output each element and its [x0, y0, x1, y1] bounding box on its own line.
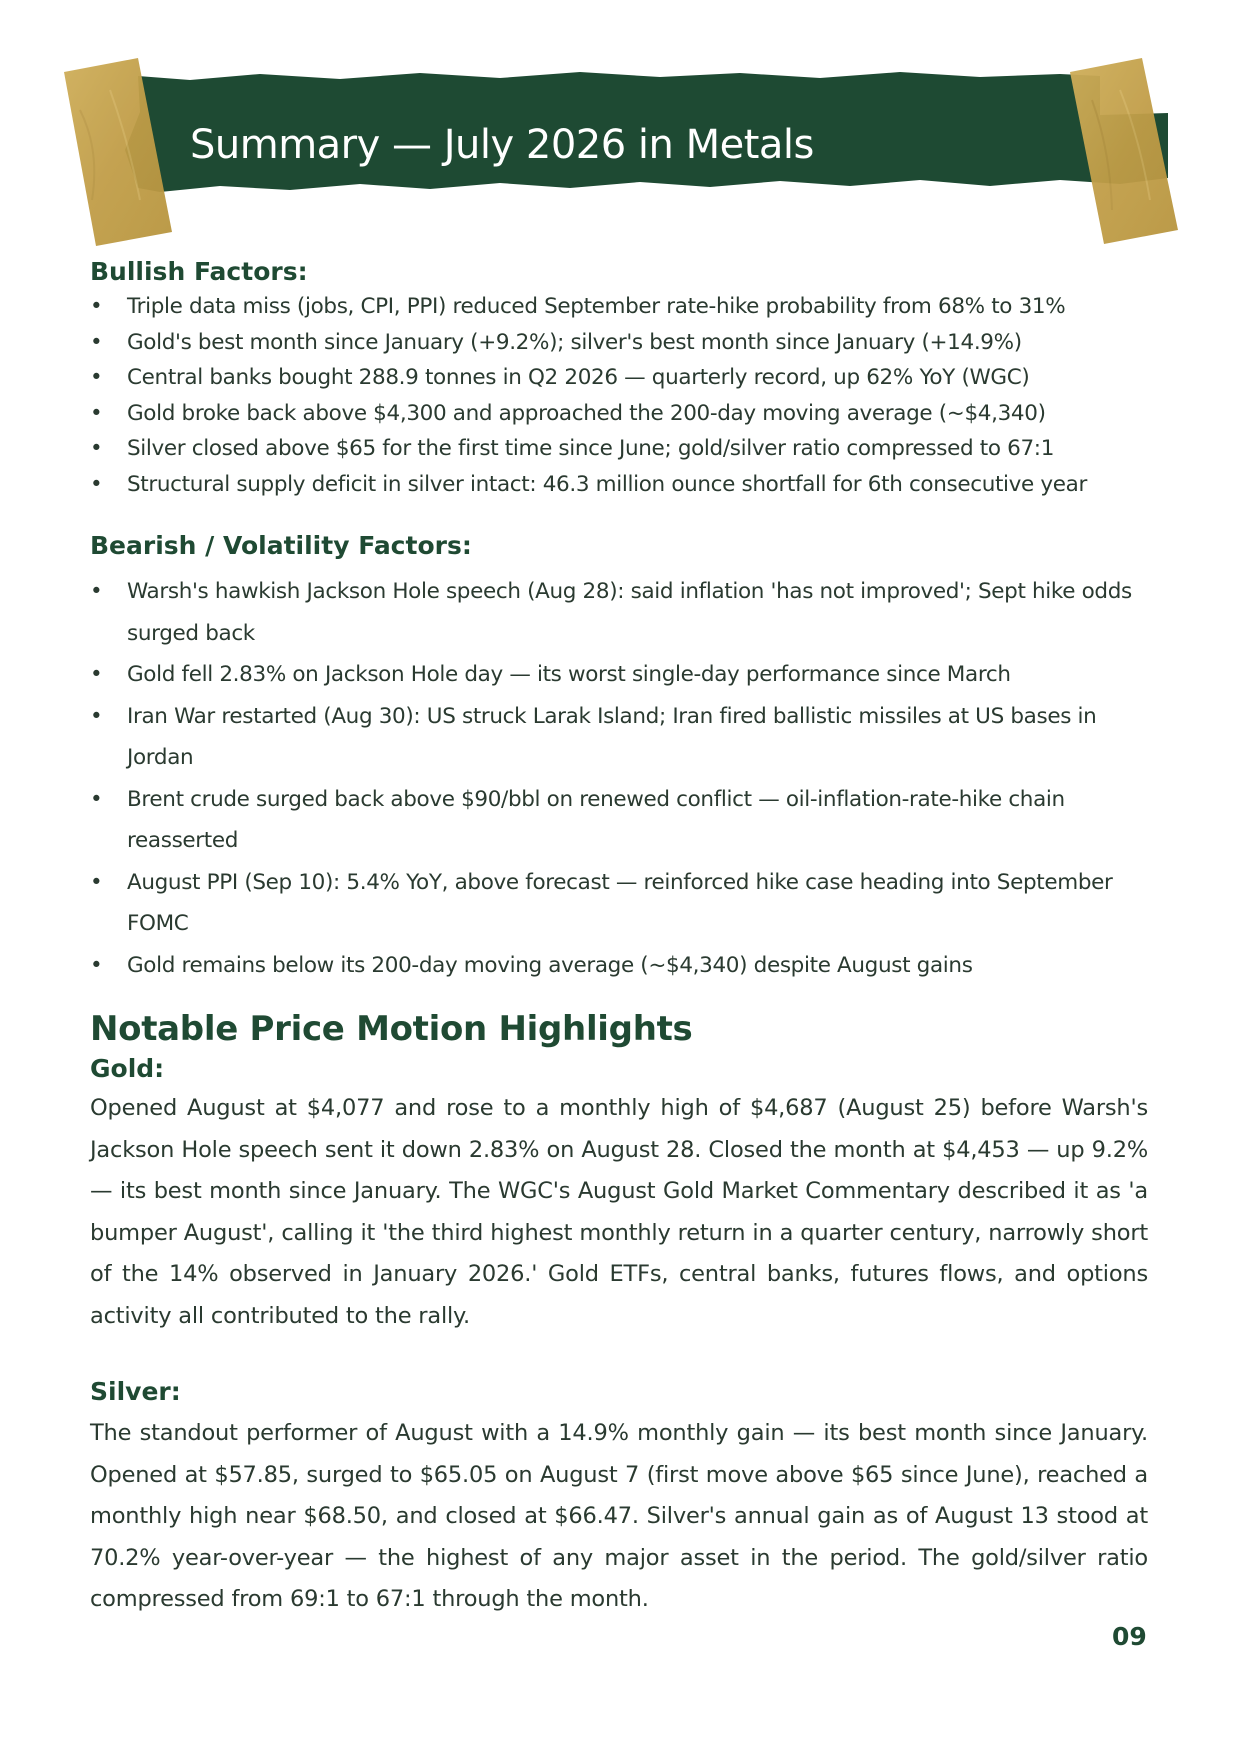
- title-banner: [0, 0, 1240, 260]
- page-number: 09: [1112, 1622, 1147, 1651]
- list-item: • Iran War restarted (Aug 30): US struck Larak Island; Iran fired ballistic missiles at US bases in Jordan: [90, 696, 1148, 779]
- bullet-icon: •: [90, 329, 103, 355]
- bullet-icon: •: [90, 703, 103, 729]
- list-item: • Structural supply deficit in silver intact: 46.3 million ounce shortfall for 6th consecutive year: [90, 467, 1148, 503]
- bullet-icon: •: [90, 662, 103, 687]
- list-item: • Brent crude surged back above $90/bbl on renewed conflict — oil-inflation-rate-hike chain reasserted: [90, 779, 1148, 862]
- list-item: • Gold remains below its 200-day moving average (~$4,340) despite August gains: [90, 945, 1148, 987]
- list-item: • Gold's best month since January (+9.2%); silver's best month since January (+14.9%): [90, 325, 1148, 361]
- list-item: • August PPI (Sep 10): 5.4% YoY, above forecast — reinforced hike case heading into September FOMC: [90, 862, 1148, 945]
- bullet-icon: •: [90, 365, 103, 390]
- list-item: • Gold fell 2.83% on Jackson Hole day — its worst single-day performance since March: [90, 654, 1148, 696]
- bullish-heading: Bullish Factors:: [90, 257, 308, 286]
- bullet-icon: •: [90, 294, 103, 319]
- silver-paragraph: The standout performer of August with a 14.9% monthly gain — its best month since January. Opened at $57.85, surged to $65.05 on August 7 (first move above $65 since June), reached a monthly high near $68.50, and closed at $66.47. Silver's annual gain as of August 13 stood at 70.2% year-over-year — the highest of any major asset in the period. The gold/silver ratio compressed from 69:1 to 67:1 through the month.: [90, 1420, 1148, 1612]
- bullet-icon: •: [90, 869, 103, 895]
- list-item: • Silver closed above $65 for the first time since June; gold/silver ratio compressed to 67:1: [90, 431, 1148, 467]
- bullet-icon: •: [90, 786, 103, 812]
- page-title: Summary — July 2026 in Metals: [190, 122, 814, 168]
- bearish-heading: Bearish / Volatility Factors:: [90, 531, 472, 560]
- list-item: • Gold broke back above $4,300 and approached the 200-day moving average (~$4,340): [90, 396, 1148, 432]
- list-item: • Warsh's hawkish Jackson Hole speech (Aug 28): said inflation 'has not improved'; Sept hike odds surged back: [90, 571, 1148, 654]
- bullet-icon: •: [90, 952, 103, 978]
- list-item: • Central banks bought 288.9 tonnes in Q2 2026 — quarterly record, up 62% YoY (WGC): [90, 360, 1148, 396]
- gold-paragraph: Opened August at $4,077 and rose to a monthly high of $4,687 (August 25) before Warsh's Jackson Hole speech sent it down 2.83% on August 28. Closed the month at $4,453 — up 9.2% — its best month since January. The WGC's August Gold Market Commentary described it as 'a bumper August', calling it 'the third highest monthly return in a quarter century, narrowly short of the 14% observed in January 2026.' Gold ETFs, central banks, futures flows, and options activity all contributed to the rally.: [90, 1095, 1148, 1329]
- list-item: • Triple data miss (jobs, CPI, PPI) reduced September rate-hike probability from 68% to 31%: [90, 289, 1148, 325]
- silver-heading: Silver:: [90, 1377, 181, 1406]
- bullish-list: [90, 289, 1148, 502]
- bearish-list: [90, 571, 1148, 986]
- highlights-heading: Notable Price Motion Highlights: [90, 1009, 693, 1049]
- gold-heading: Gold:: [90, 1054, 165, 1083]
- main-content: [90, 255, 1148, 1621]
- bullet-icon: •: [90, 471, 103, 497]
- bullet-icon: •: [90, 400, 103, 426]
- bullet-icon: •: [90, 579, 103, 604]
- bullet-icon: •: [90, 436, 103, 461]
